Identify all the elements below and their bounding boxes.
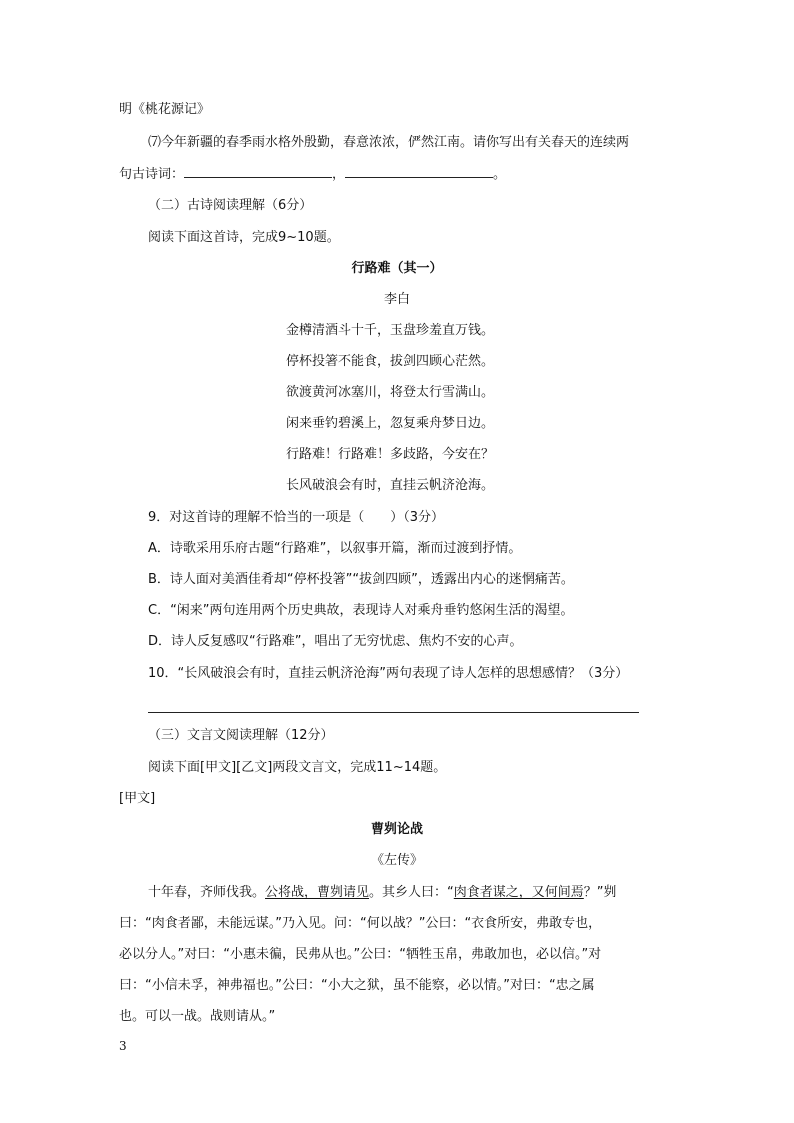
- text-jia-title: 曹刿论战: [370, 822, 423, 837]
- text-jia-p1b: 。其乡人曰：“: [369, 885, 454, 900]
- section2-intro: 阅读下面这首诗，完成9~10题。: [148, 230, 340, 245]
- poem-line: 金樽清酒斗十千，玉盘珍羞直万钱。: [286, 323, 495, 338]
- poem-author: 李白: [383, 292, 410, 307]
- section2-heading: （二）古诗阅读理解（6分）: [148, 198, 313, 213]
- q7-line1: ⑺今年新疆的春季雨水格外殷勤，春意浓浓，俨然江南。请你写出有关春天的连续两: [148, 135, 630, 150]
- text-jia-line3: 必以分人。”对曰：“小惠未徧，民弗从也。”公曰：“牺牲玉帛，弗敢加也，必以信。”对: [119, 947, 602, 962]
- q7-end: 。: [493, 167, 507, 182]
- poem-line: 行路难！行路难！多歧路，今安在？: [286, 447, 495, 462]
- poem-title: 行路难（其一）: [351, 261, 443, 276]
- underlined-phrase-2: 肉食者谋之，又何间焉: [453, 885, 584, 900]
- text-jia-line1: [148, 884, 617, 902]
- top-line: 明《桃花源记》: [119, 102, 211, 117]
- q10-stem: 10．“长风破浪会有时，直挂云帆济沧海”两句表现了诗人怎样的思想感情？（3分）: [148, 666, 629, 681]
- q7-prefix: 句古诗词：: [119, 167, 185, 182]
- text-jia-source: 《左传》: [370, 853, 423, 868]
- section3-intro: 阅读下面[甲文][乙文]两段文言文，完成11~14题。: [148, 760, 447, 775]
- text-jia-p1a: 十年春，齐师伐我。: [148, 885, 266, 900]
- q9-option-d: D．诗人反复感叹“行路难”，唱出了无穷忧虑、焦灼不安的心声。: [148, 634, 523, 649]
- poem-line: 停杯投箸不能食，拔剑四顾心茫然。: [286, 354, 495, 369]
- answer-blank-2: [345, 165, 493, 178]
- q7-sep: ，: [332, 167, 346, 182]
- poem-line: 欲渡黄河冰塞川，将登太行雪满山。: [286, 385, 495, 400]
- section3-heading: （三）文言文阅读理解（12分）: [148, 728, 334, 743]
- q9-option-c: C．“闲来”两句连用两个历史典故，表现诗人对乘舟垂钓悠闲生活的渴望。: [148, 603, 574, 618]
- poem-line: 闲来垂钓碧溪上，忽复乘舟梦日边。: [286, 416, 495, 431]
- q9-option-a: A．诗歌采用乐府古题“行路难”，以叙事开篇，渐而过渡到抒情。: [148, 541, 522, 556]
- underlined-phrase-1: 公将战，曹刿请见: [265, 885, 370, 900]
- q7-line2: [119, 165, 506, 184]
- text-jia-line4: 曰：“小信未孚，神弗福也。”公曰：“小大之狱，虽不能察，必以情。”对曰：“忠之属: [119, 978, 595, 993]
- q9-stem: 9．对这首诗的理解不恰当的一项是（ ）（3分）: [148, 510, 445, 525]
- text-jia-p1c: ？”刿: [583, 885, 617, 900]
- page-number: 3: [119, 1039, 127, 1053]
- poem-line: 长风破浪会有时，直挂云帆济沧海。: [286, 478, 495, 493]
- q10-answer-line: [148, 712, 639, 713]
- q9-option-b: B．诗人面对美酒佳肴却“停杯投箸”“拔剑四顾”，透露出内心的迷惘痛苦。: [148, 572, 574, 587]
- text-jia-line2: 曰：“肉食者鄙，未能远谋。”乃入见。问：“何以战？”公曰：“衣食所安，弗敢专也，: [119, 916, 602, 931]
- text-jia-line5: 也。可以一战。战则请从。”: [119, 1009, 276, 1024]
- answer-blank-1: [184, 165, 332, 178]
- label-jia: [甲文]: [119, 791, 156, 806]
